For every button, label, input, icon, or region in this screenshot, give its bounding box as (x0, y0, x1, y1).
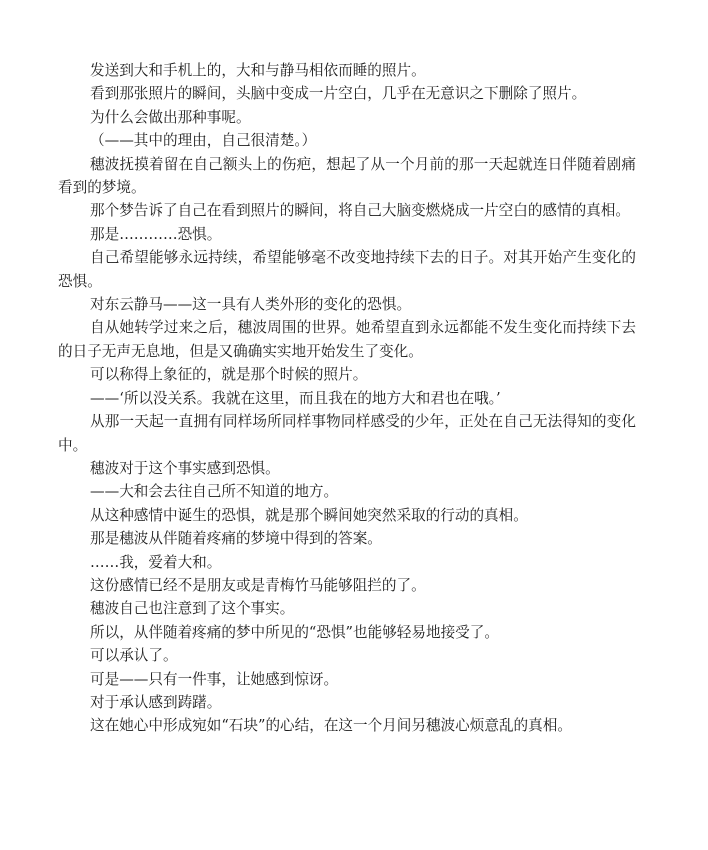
paragraph: 对东云静马——这一具有人类外形的变化的恐惧。 (90, 296, 412, 314)
paragraph: 那个梦告诉了自己在看到照片的瞬间，将自己大脑变燃烧成一片空白的感情的真相。 (90, 202, 630, 220)
paragraph: 这在她心中形成宛如“石块”的心结，在这一个月间另穗波心烦意乱的真相。 (90, 717, 572, 735)
paragraph: 穗波对于这个事实感到恐惧。 (90, 459, 280, 477)
paragraph: ……我，爱着大和。 (90, 553, 222, 571)
paragraph: 从这种感情中诞生的恐惧，就是那个瞬间她突然采取的行动的真相。 (90, 506, 528, 524)
paragraph: 自从她转学过来之后，穗波周围的世界。她希望直到永远都能不发生变化而持续下去的日子无声无息地，但是又确确实实地开始发生了变化。 (58, 319, 636, 360)
paragraph: 自己希望能够永远持续，希望能够毫不改变地持续下去的日子。对其开始产生变化的恐惧。 (58, 249, 636, 290)
paragraph: 看到那张照片的瞬间，头脑中变成一片空白，几乎在无意识之下删除了照片。 (90, 85, 587, 103)
paragraph: 对于承认感到踌躇。 (90, 693, 222, 711)
paragraph: ——‘所以没关系。我就在这里，而且我在的地方大和君也在哦。’ (90, 389, 501, 407)
paragraph: 那是穗波从伴随着疼痛的梦境中得到的答案。 (90, 530, 382, 548)
paragraph: 为什么会做出那种事呢。 (90, 108, 251, 126)
paragraph: （——其中的理由，自己很清楚。） (90, 132, 317, 150)
paragraph: 穗波抚摸着留在自己额头上的伤疤，想起了从一个月前的那一天起就连日伴随着剧痛看到的梦境。 (58, 155, 636, 197)
paragraph: 这份感情已经不是朋友或是青梅竹马能够阻拦的了。 (90, 576, 426, 594)
paragraph: 可以承认了。 (90, 647, 178, 665)
paragraph: 可以称得上象征的，就是那个时候的照片。 (90, 366, 368, 384)
paragraph: 那是…………恐惧。 (90, 225, 222, 243)
paragraph: 从那一天起一直拥有同样场所同样事物同样感受的少年，正处在自己无法得知的变化中。 (58, 413, 636, 454)
paragraph: 发送到大和手机上的，大和与静马相依而睡的照片。 (90, 62, 426, 79)
paragraph: 穗波自己也注意到了这个事实。 (90, 600, 295, 618)
paragraph: 可是——只有一件事，让她感到惊讶。 (90, 670, 339, 688)
paragraph: ——大和会去往自己所不知道的地方。 (90, 483, 339, 501)
paragraph: 所以，从伴随着疼痛的梦中所见的“恐惧”也能够轻易地接受了。 (90, 623, 499, 641)
